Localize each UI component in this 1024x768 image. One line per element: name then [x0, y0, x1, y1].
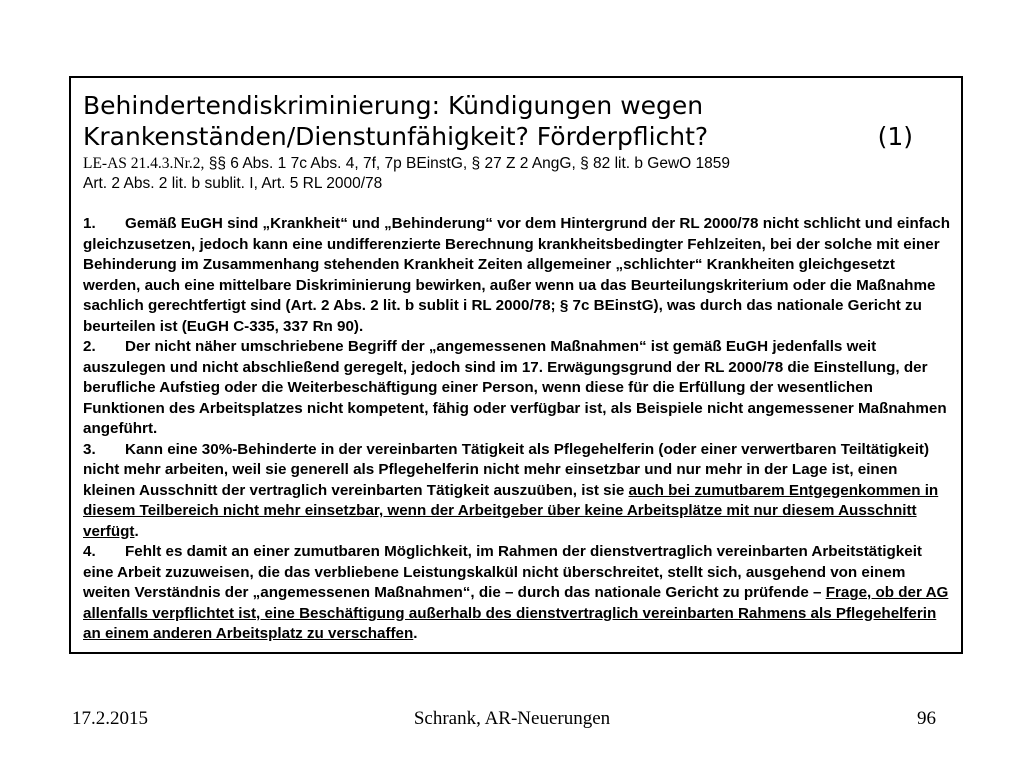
reference-rest: §§ 6 Abs. 1 7c Abs. 4, 7f, 7p BEinstG, § 27 Z 2 AngG, § 82 lit. b GewO 1859 [204, 155, 731, 172]
title-line-2-text: Krankenständen/Dienstunfähigkeit? Förderpflicht? [83, 122, 709, 151]
footer-center [0, 708, 1024, 730]
footer-page-number: 96 [917, 708, 936, 729]
footer-date: 17.2.2015 [72, 708, 148, 729]
title-line-1: Behindertendiskriminierung: Kündigungen wegen [83, 91, 704, 120]
point-number: 1. [83, 215, 96, 232]
point-1 [83, 214, 953, 337]
reference-prefix: LE-AS 21.4.3.Nr.2, [83, 155, 205, 172]
point-4 [83, 542, 953, 645]
point-number: 3. [83, 440, 96, 458]
numbered-points [83, 214, 953, 645]
point-underlined-text: Frage, ob der AG allenfalls verpflichtet ist, eine Beschäftigung außerhalb des dienstvertraglich vereinbarten Rahmens als Pflegehelferin an einem anderen Arbeitsplatz zu verschaffen [83, 584, 949, 642]
point-2 [83, 337, 953, 440]
legal-references [83, 154, 953, 194]
point-text: Fehlt es damit an einer zumutbaren Möglichkeit, im Rahmen der dienstvertraglich vereinbarten Arbeitstätigkeit eine Arbeit zuzuweisen, die das verbliebene Leistungskalkül nicht überschreitet, stellt sich, ausgehend von einem weiten Verständnis der „angemessenen Maßnahmen“, die – durch das nationale Gericht zu prüfende – [83, 543, 922, 601]
footer-author: Schrank, AR-Neuerungen [413, 708, 611, 729]
title-number: (1) [877, 122, 913, 151]
point-end: . [413, 625, 418, 642]
point-underlined-text: auch bei zumutbarem Entgegenkommen in diesem Teilbereich nicht mehr einsetzbar, wenn der Arbeitgeber über keine Arbeitsplätze mit nur diesem Ausschnitt verfügt [83, 481, 939, 540]
reference-line-2: Art. 2 Abs. 2 lit. b sublit. I, Art. 5 RL 2000/78 [83, 175, 383, 192]
slide-content-box [69, 76, 963, 654]
point-end: . [134, 522, 139, 540]
point-text: Kann eine 30%-Behinderte in der vereinbarten Tätigkeit als Pflegehelferin (oder einer verwertbaren Teiltätigkeit) nicht mehr arbeiten, weil sie generell als Pflegehelferin nicht mehr einsetzbar und nur mehr in der Lage ist, einen kleinen Ausschnitt der vertraglich vereinbarten Tätigkeit auszuüben, ist sie [83, 440, 930, 499]
point-3 [83, 440, 953, 543]
point-text: Gemäß EuGH sind „Krankheit“ und „Behinderung“ vor dem Hintergrund der RL 2000/78 nicht schlicht und einfach gleichzusetzen, jedoch kann eine undifferenzierte Berechnung krankheitsbedingter Fehlzeiten, bei der solche mit einer Behinderung im Zusammenhang stehenden Krankheit Zeiten allgemeiner „schlichter“ Krankheiten gleichgesetzt werden, auch eine mittelbare Diskriminierung bewirken, außer wenn ua das Beurteilungskriterium oder die Maßnahme sachlich gerechtfertigt sind (Art. 2 Abs. 2 lit. b sublit i RL 2000/78; § 7c BEinstG), was durch das nationale Gericht zu beurteilen ist (EuGH C-335, 337 Rn 90). [83, 215, 951, 335]
point-text: Der nicht näher umschriebene Begriff der „angemessenen Maßnahmen“ ist gemäß EuGH jedenfalls weit auszulegen und nicht abschließend geregelt, jedoch sind im 17. Erwägungsgrund der RL 2000/78 die Einstellung, der berufliche Aufstieg oder die Weiterbeschäftigung einer Person, wenn diese für die Erfüllung der wesentlichen Funktionen des Arbeitsplatzes nicht kompetent, fähig oder verfügbar ist, als Beispiele nicht angemessener Maßnahmen angeführt. [83, 338, 947, 437]
point-number: 4. [83, 543, 96, 560]
slide-title [83, 90, 953, 152]
reference-line-1 [83, 154, 953, 174]
point-number: 2. [83, 338, 96, 355]
title-line-2 [83, 121, 913, 152]
